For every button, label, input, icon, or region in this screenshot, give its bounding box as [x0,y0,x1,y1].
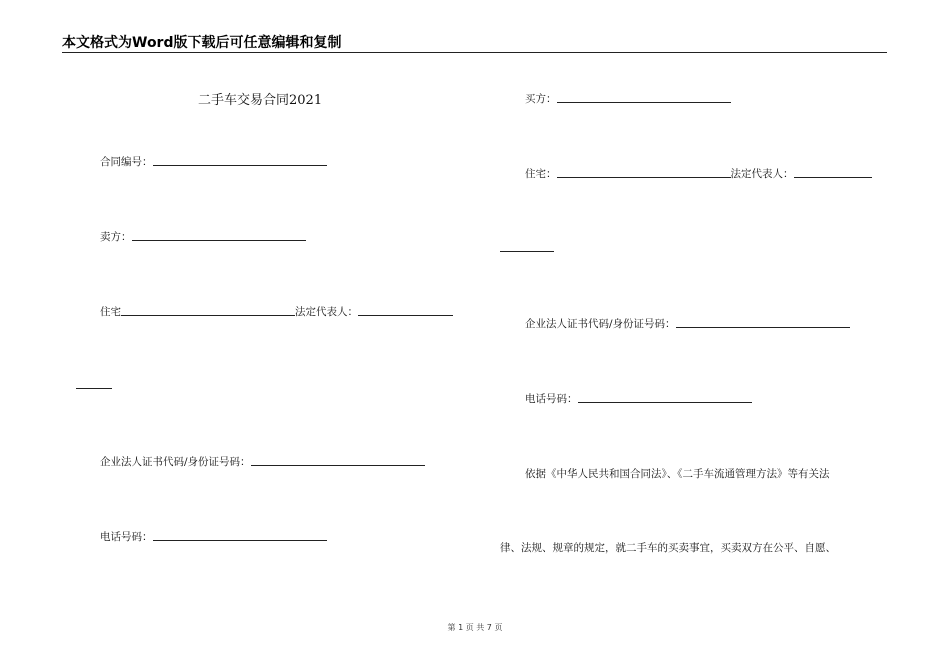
buyer-row [525,92,731,106]
seller-legal-rep-continuation [76,378,112,392]
buyer-legal-rep-continuation [500,241,554,255]
seller-label: 卖方： [100,231,132,243]
seller-legal-rep-blank-cont[interactable] [76,378,112,389]
basis-paragraph-line-2: 律、法规、规章的规定，就二手车的买卖事宜，买卖双方在公平、自愿、 [500,542,836,554]
buyer-blank[interactable] [557,92,731,103]
buyer-id-row [525,317,850,331]
buyer-id-label: 企业法人证书代码/身份证号码： [525,318,676,330]
document-title: 二手车交易合同2021 [198,93,323,108]
buyer-legal-rep-label: 法定代表人： [730,168,794,180]
seller-id-label: 企业法人证书代码/身份证号码： [100,456,251,468]
page-footer: 第 1 页 共 7 页 [447,623,503,632]
seller-blank[interactable] [132,230,306,241]
buyer-address-row [525,167,872,181]
buyer-label: 买方： [525,93,557,105]
buyer-phone-label: 电话号码： [525,393,578,405]
contract-number-row [100,155,327,169]
seller-id-row [100,455,425,469]
contract-number-blank[interactable] [153,155,327,166]
buyer-phone-row [525,392,752,406]
seller-phone-blank[interactable] [153,530,327,541]
document-header: 本文格式为Word版下载后可任意编辑和复制 [62,34,887,53]
contract-number-label: 合同编号： [100,156,153,168]
buyer-address-label: 住宅： [525,168,557,180]
seller-legal-rep-blank[interactable] [358,305,453,316]
seller-phone-row [100,530,327,544]
seller-legal-rep-label: 法定代表人： [295,306,358,318]
buyer-legal-rep-blank-cont[interactable] [500,241,554,252]
buyer-address-blank[interactable] [557,167,731,178]
seller-row [100,230,306,244]
buyer-phone-blank[interactable] [578,392,752,403]
basis-paragraph-line-1: 依据《中华人民共和国合同法》、《二手车流通管理方法》等有关法 [525,468,830,480]
buyer-legal-rep-blank[interactable] [794,167,872,178]
buyer-id-blank[interactable] [676,317,850,328]
seller-address-blank[interactable] [121,305,295,316]
seller-phone-label: 电话号码： [100,531,153,543]
seller-address-label: 住宅 [100,306,121,318]
seller-id-blank[interactable] [251,455,425,466]
seller-address-row [100,305,453,319]
